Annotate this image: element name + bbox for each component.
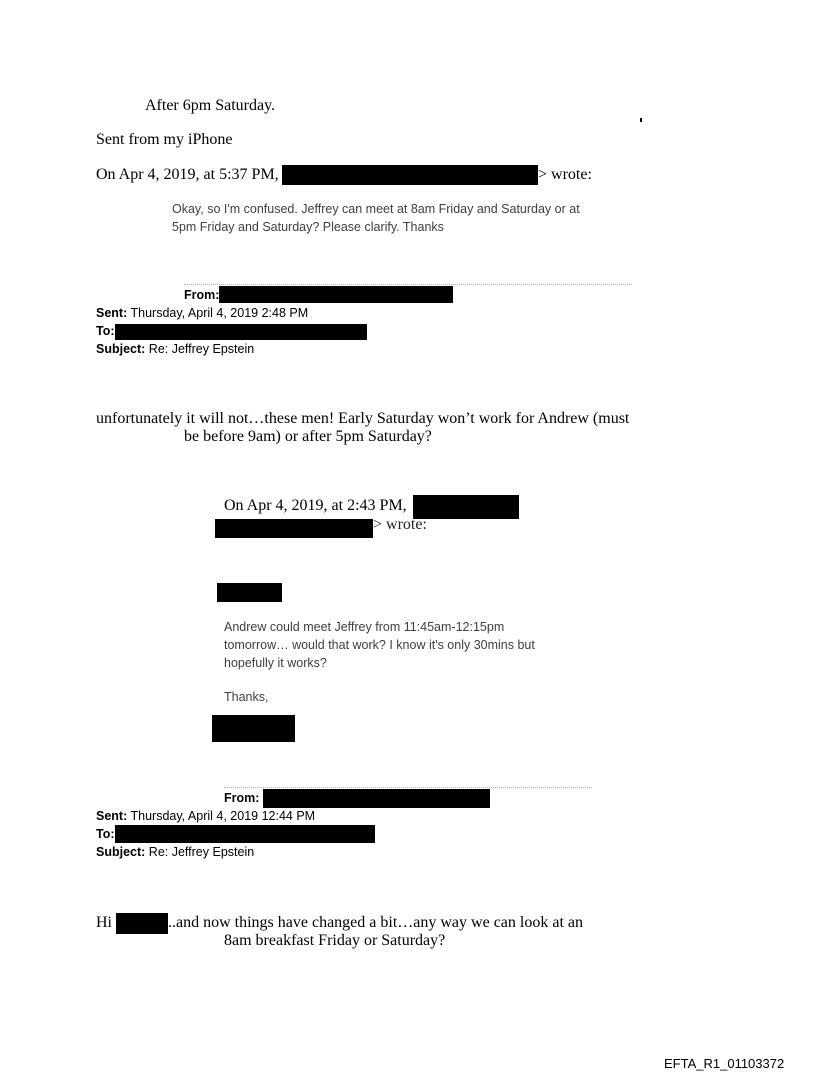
signature-text: Sent from my iPhone — [96, 131, 233, 148]
to-label: To: — [96, 324, 115, 338]
quote-header-suffix: > wrote: — [373, 516, 427, 533]
redaction-box — [116, 913, 168, 934]
redaction-box — [215, 519, 373, 538]
separator-rule — [224, 787, 592, 788]
redaction-box — [115, 324, 367, 340]
subject-line: Subject: Re: Jeffrey Epstein — [96, 342, 255, 356]
stray-mark — [640, 118, 642, 122]
separator-rule — [184, 284, 632, 285]
reply-text: ..and now things have changed a bit…any way we can look at an — [168, 914, 583, 931]
reply-text: be before 9am) or after 5pm Saturday? — [184, 428, 432, 445]
redaction-box — [413, 495, 519, 519]
sent-line: Sent: Thursday, April 4, 2019 12:44 PM — [96, 809, 316, 823]
sent-line: Sent: Thursday, April 4, 2019 2:48 PM — [96, 306, 309, 320]
redaction-box — [219, 286, 453, 303]
reply-text: unfortunately it will not…these men! Early Saturday won’t work for Andrew (must — [96, 410, 630, 427]
greeting-text: Hi — [96, 914, 112, 931]
quote-header-prefix: On Apr 4, 2019, at 2:43 PM, — [224, 497, 407, 514]
redaction-box — [263, 789, 490, 808]
document-id: EFTA_R1_01103372 — [664, 1056, 785, 1071]
reply-text: 8am breakfast Friday or Saturday? — [224, 932, 446, 949]
from-label: From: — [184, 288, 220, 302]
quoted-text-line: 5pm Friday and Saturday? Please clarify. Thanks — [172, 220, 444, 234]
subject-line: Subject: Re: Jeffrey Epstein — [96, 845, 255, 859]
redaction-box — [212, 715, 295, 742]
redaction-box — [217, 583, 282, 602]
redaction-box — [282, 165, 538, 185]
quoted-text-line: Thanks, — [224, 690, 269, 704]
quoted-text-line: Andrew could meet Jeffrey from 11:45am-12:15pm — [224, 620, 505, 634]
quote-header-suffix: > wrote: — [538, 166, 592, 183]
quoted-text-line: hopefully it works? — [224, 656, 327, 670]
reply-text: After 6pm Saturday. — [145, 97, 276, 114]
quoted-text-line: tomorrow… would that work? I know it's only 30mins but — [224, 638, 535, 652]
quoted-text-line: Okay, so I'm confused. Jeffrey can meet at 8am Friday and Saturday or at — [172, 202, 580, 216]
redaction-box — [115, 825, 375, 843]
quote-header-prefix: On Apr 4, 2019, at 5:37 PM, — [96, 166, 279, 183]
to-label: To: — [96, 827, 115, 841]
from-label: From: — [224, 791, 260, 805]
